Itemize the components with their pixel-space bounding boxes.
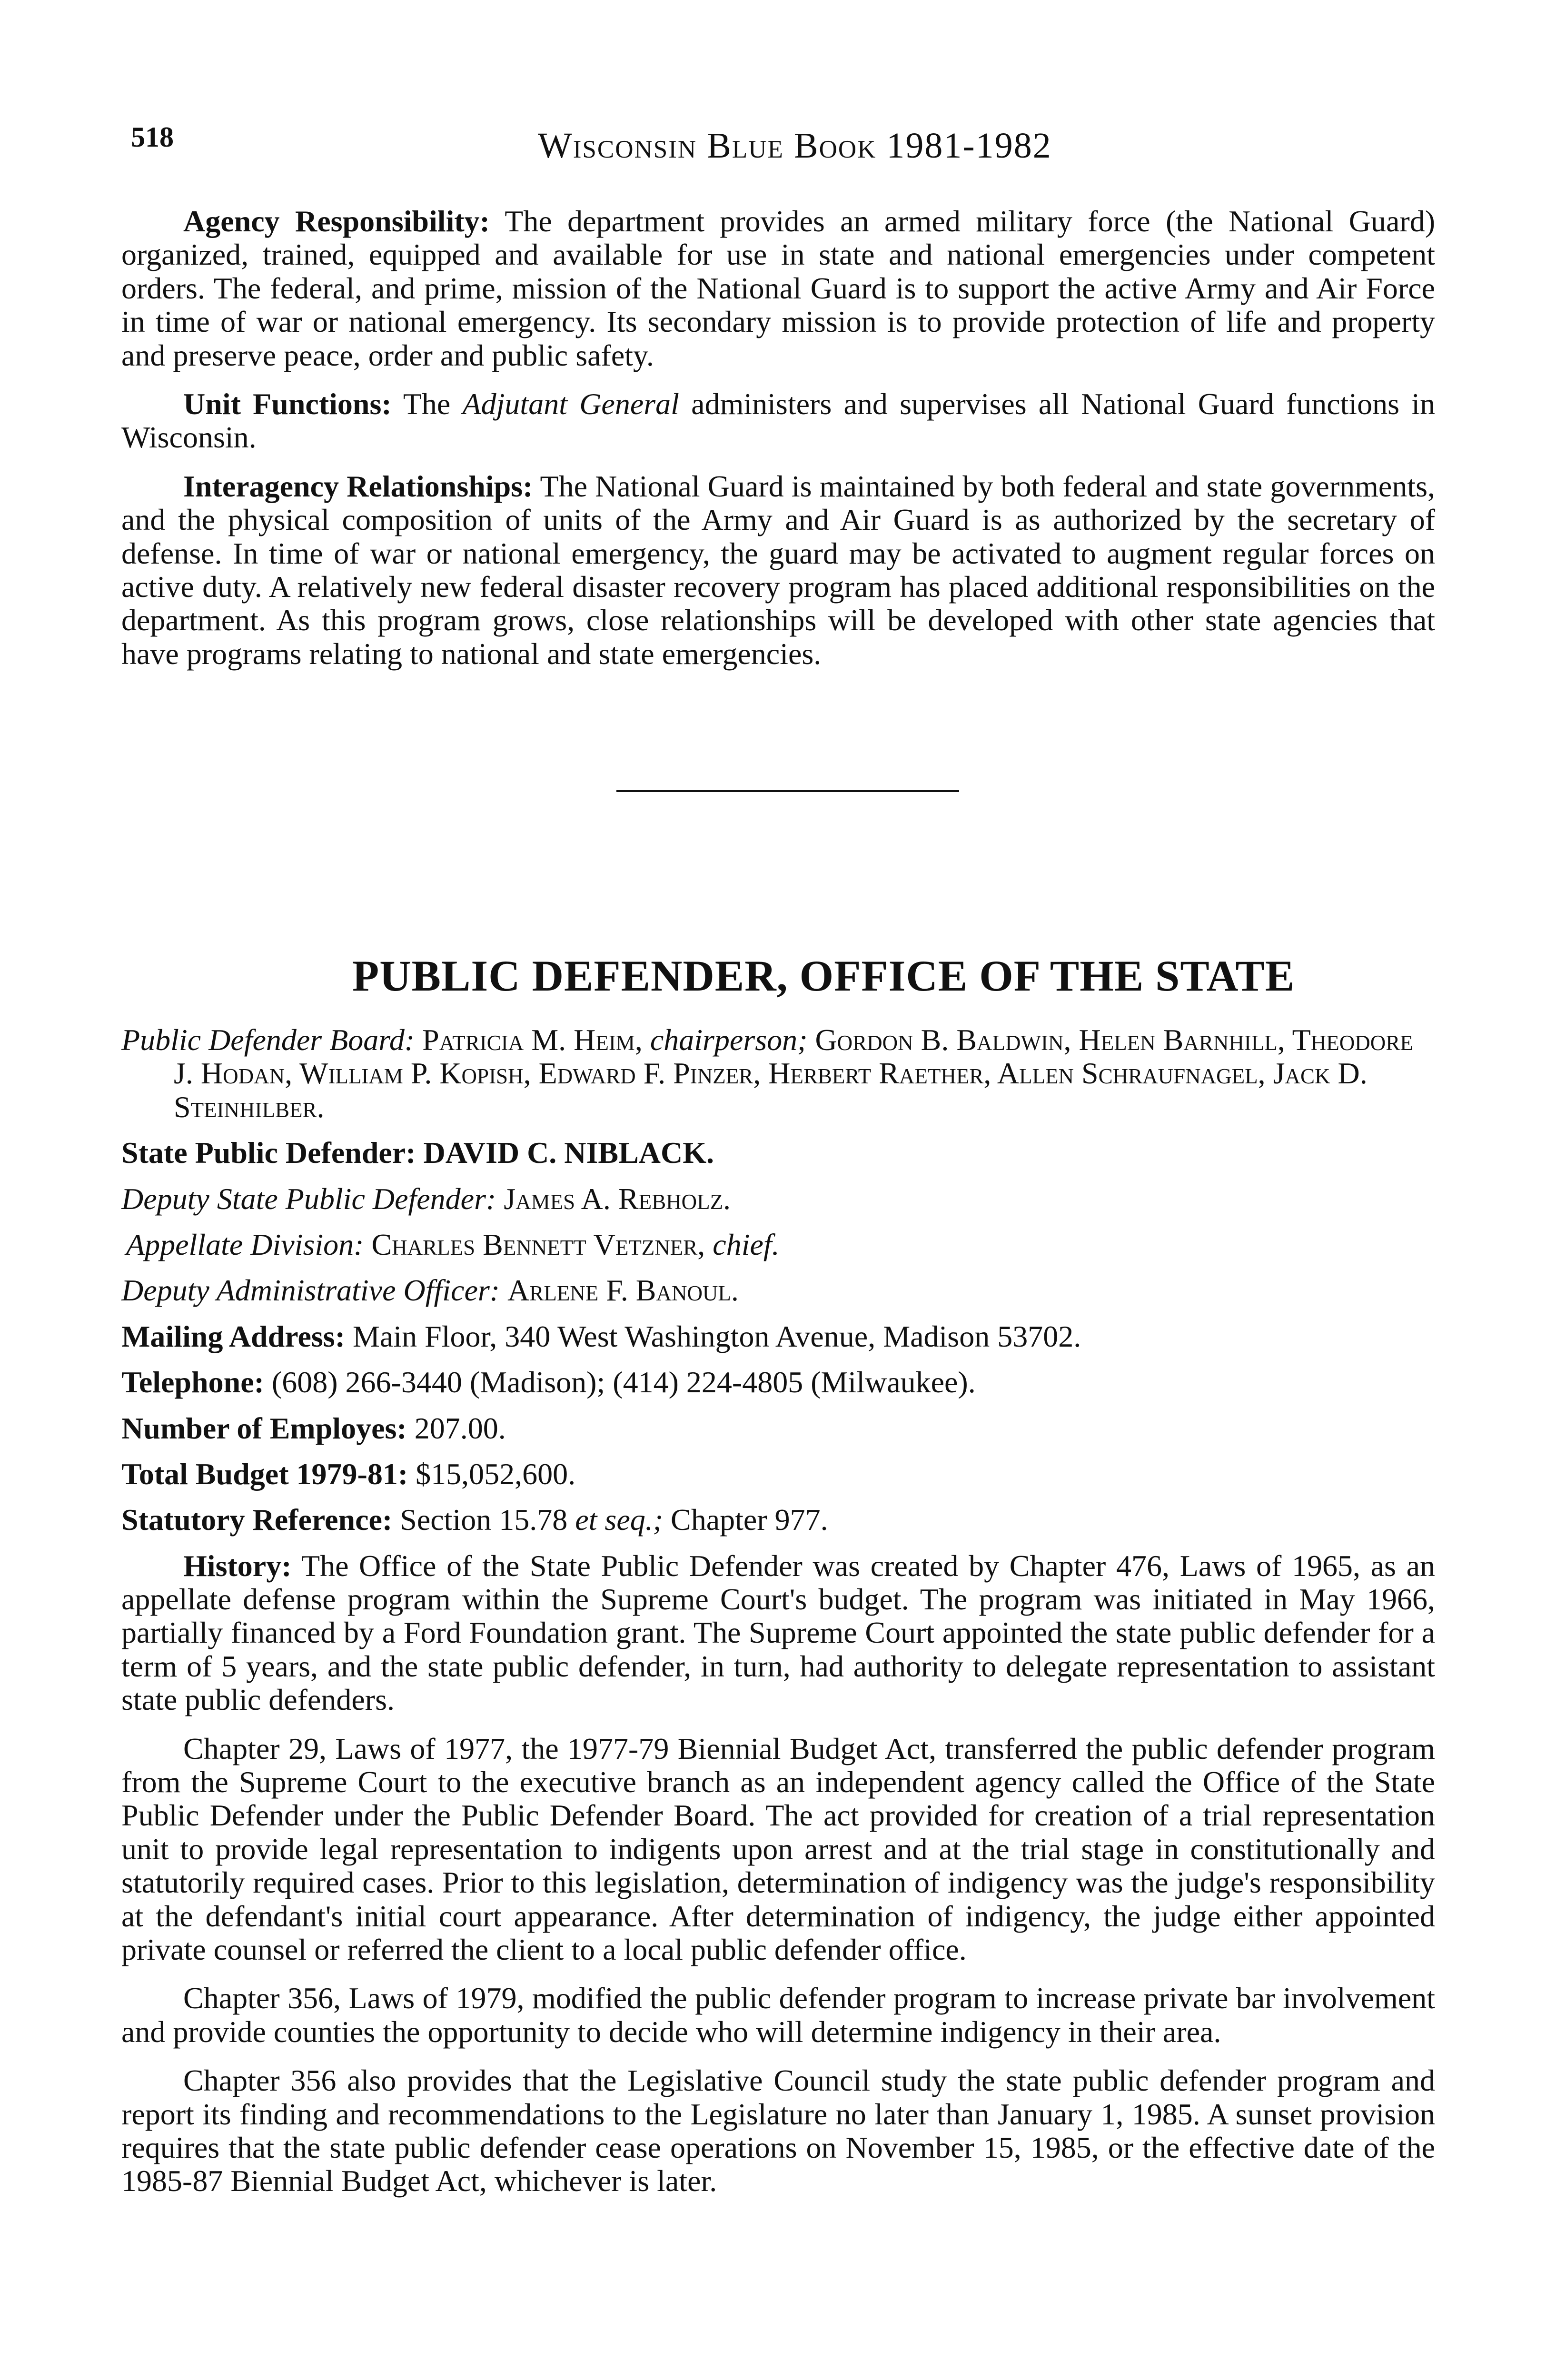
deputy-label: Deputy State Public Defender: bbox=[121, 1181, 496, 1216]
appellate-value: Charles Bennett Vetzner, bbox=[371, 1227, 705, 1261]
board-chair-name: Patricia M. Heim, bbox=[422, 1023, 643, 1057]
agency-responsibility-text: The department provides an armed military force (the National Guard) organized, trained, equipped and available for use in state and national emergencies under competent orders. The federal, and prime, mission of the National Guard is to support the active Army and Air Force in time of war or national emergency. Its secondary mission is to provide protection of life and property and preserve peace, order and public safety. bbox=[121, 204, 1436, 372]
history-lead: History: bbox=[183, 1548, 292, 1583]
public-defender-section bbox=[121, 1023, 1435, 2198]
agency-section bbox=[121, 205, 1435, 671]
agency-responsibility-lead: Agency Responsibility: bbox=[183, 204, 490, 238]
history-paragraph-1 bbox=[121, 1549, 1435, 1717]
board-entry bbox=[121, 1023, 1435, 1124]
unit-functions-text-before: The bbox=[403, 387, 451, 421]
state-defender-label: State Public Defender: bbox=[121, 1136, 416, 1170]
budget-value: $15,052,600. bbox=[416, 1457, 576, 1491]
history-paragraph-3: Chapter 356, Laws of 1979, modified the public defender program to increase private bar involvement and provide counties the opportunity to decide who will determine indigency in their area. bbox=[121, 1981, 1435, 2049]
mailing-value: Main Floor, 340 West Washington Avenue, Madison 53702. bbox=[353, 1319, 1081, 1353]
employees-label: Number of Employes: bbox=[121, 1411, 407, 1445]
interagency-paragraph bbox=[121, 470, 1435, 671]
unit-functions-paragraph bbox=[121, 387, 1435, 455]
admin-officer-entry bbox=[121, 1274, 1435, 1307]
appellate-role: chief. bbox=[713, 1227, 780, 1261]
unit-functions-text-after: administers and supervises all National Guard functions in Wisconsin. bbox=[121, 387, 1436, 455]
unit-functions-lead: Unit Functions: bbox=[183, 387, 392, 421]
telephone-entry bbox=[121, 1366, 1435, 1399]
history-text-1: The Office of the State Public Defender was created by Chapter 476, Laws of 1965, as an appellate defense program within the Supreme Court's budget. The program was initiated in May 1966, partially financed by a Ford Foundation grant. The Supreme Court appointed the state public defender for a term of 5 years, and the state public defender, in turn, had authority to delegate representation to assistant state public defenders. bbox=[121, 1548, 1436, 1717]
history-paragraph-4: Chapter 356 also provides that the Legislative Council study the state public defender program and report its finding and recommendations to the Legislature no later than January 1, 1985. A sunset provision requires that the state public defender cease operations on November 15, 1985, or the effective date of the 1985-87 Biennial Budget Act, whichever is later. bbox=[121, 2063, 1435, 2198]
board-members: Gordon B. Baldwin, Helen Barnhill, Theodore J. Hodan, William P. Kopish, Edward F. Pinzer, Herbert Raether, Allen Schraufnagel, Jack D. Steinhilber. bbox=[174, 1023, 1413, 1124]
mailing-label: Mailing Address: bbox=[121, 1319, 345, 1353]
unit-functions-italic: Adjutant General bbox=[462, 387, 679, 421]
admin-officer-label: Deputy Administrative Officer: bbox=[121, 1273, 500, 1308]
employees-entry bbox=[121, 1412, 1435, 1445]
statutory-before: Section 15.78 bbox=[400, 1503, 568, 1537]
statutory-label: Statutory Reference: bbox=[121, 1503, 393, 1537]
section-divider bbox=[616, 790, 959, 792]
statutory-italic: et seq.; bbox=[575, 1503, 664, 1537]
statutory-after: Chapter 977. bbox=[671, 1503, 828, 1537]
admin-officer-value: Arlene F. Banoul. bbox=[507, 1273, 739, 1308]
budget-label: Total Budget 1979-81: bbox=[121, 1457, 408, 1491]
board-label: Public Defender Board: bbox=[121, 1023, 415, 1057]
agency-responsibility-paragraph bbox=[121, 205, 1435, 372]
statutory-entry bbox=[121, 1503, 1435, 1537]
deputy-value: James A. Rebholz. bbox=[504, 1181, 731, 1216]
section-title: PUBLIC DEFENDER, OFFICE OF THE STATE bbox=[352, 952, 1295, 1000]
appellate-entry bbox=[121, 1228, 1435, 1261]
budget-entry bbox=[121, 1458, 1435, 1491]
mailing-entry bbox=[121, 1320, 1435, 1353]
running-head: Wisconsin Blue Book 1981-1982 bbox=[538, 126, 1052, 166]
state-defender-entry bbox=[121, 1136, 1435, 1170]
history-paragraph-2: Chapter 29, Laws of 1977, the 1977-79 Biennial Budget Act, transferred the public defender program from the Supreme Court to the executive branch as an independent agency called the Office of the State Public Defender under the Public Defender Board. The act provided for creation of a trial representation unit to provide legal representation to indigents upon arrest and at the trial stage in constitutionally and statutorily required cases. Prior to this legislation, determination of indigency was the judge's responsibility at the defendant's initial court appearance. After determination of indigency, the judge either appointed private counsel or referred the client to a local public defender office. bbox=[121, 1731, 1435, 1966]
telephone-label: Telephone: bbox=[121, 1365, 264, 1399]
appellate-label: Appellate Division: bbox=[126, 1227, 364, 1261]
state-defender-value: DAVID C. NIBLACK. bbox=[423, 1136, 714, 1170]
interagency-lead: Interagency Relationships: bbox=[183, 469, 533, 503]
employees-value: 207.00. bbox=[414, 1411, 506, 1445]
page-number: 518 bbox=[131, 121, 174, 153]
deputy-entry bbox=[121, 1182, 1435, 1216]
board-chair-role: chairperson; bbox=[650, 1023, 808, 1057]
telephone-value: (608) 266-3440 (Madison); (414) 224-4805 (Milwaukee). bbox=[271, 1365, 976, 1399]
interagency-text: The National Guard is maintained by both federal and state governments, and the physical composition of units of the Army and Air Guard is as authorized by the secretary of defense. In time of war or national emergency, the guard may be activated to augment regular forces on active duty. A relatively new federal disaster recovery program has placed additional responsibilities on the department. As this program grows, close relationships will be developed with other state agencies that have programs relating to national and state emergencies. bbox=[121, 469, 1436, 671]
